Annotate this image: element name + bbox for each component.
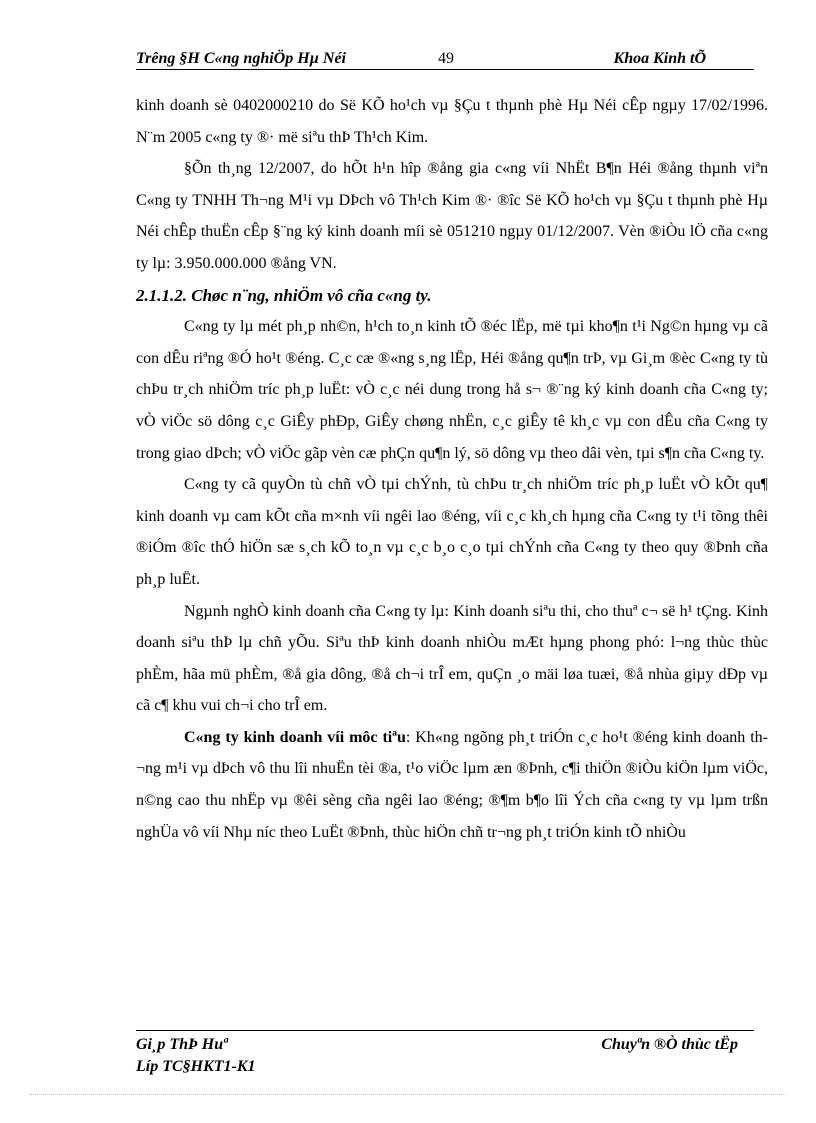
paragraph-6-text: : Kh«ng ngõng ph¸t triÓn c¸c ho¹t ®éng kinh doanh th¬ng m¹i vµ dÞch vô thu lîi nhuËn tèi ®a, t¹o viÖc lµm æn ®Þnh, c¶i thiÖn ®iÒu kiÖn lµm viÖc, n©ng cao thu nhËp vµ ®êi sèng cña ngêi lao ®éng; ®¶m b¶o lîi Ých cña c«ng ty vµ lµm trßn nghÜa vô víi Nhµ níc theo LuËt ®Þnh, thùc hiÖn chñ tr¬ng ph¸t triÓn kinh tÕ nhiÒu bbox=[136, 728, 768, 841]
header-university: Trêng §H C«ng nghiÖp Hµ Néi bbox=[136, 50, 346, 67]
paragraph-6-lead: C«ng ty kinh doanh víi môc tiªu bbox=[184, 728, 406, 746]
header-page-number: 49 bbox=[438, 50, 454, 67]
paragraph-4: C«ng ty cã quyÒn tù chñ vÒ tµi chÝnh, tù chÞu tr¸ch nhiÖm tríc ph¸p luËt vÒ kÕt qu¶ kinh doanh vµ cam kÕt cña m×nh víi ngêi lao ®éng, víi c¸c kh¸ch hµng cña C«ng ty t¹i tõng thêi ®iÓm ®îc thÓ hiÖn sæ s¸ch kÕ to¸n vµ c¸c b¸o c¸o tµi chÝnh cña C«ng ty theo quy ®Þnh cña ph¸p luËt. bbox=[136, 476, 768, 588]
footer-class: Líp TC§HKT1-K1 bbox=[136, 1058, 256, 1075]
paragraph-6 bbox=[136, 722, 768, 848]
paragraph-1: kinh doanh sè 0402000210 do Së KÕ ho¹ch vµ §Çu t thµnh phè Hµ Néi cÊp ngµy 17/02/1996. N¨m 2005 c«ng ty ®· më siªu thÞ Th¹ch Kim. bbox=[136, 97, 768, 146]
header-faculty: Khoa Kinh tÕ bbox=[613, 50, 706, 67]
footer-rule bbox=[136, 1030, 754, 1031]
page-header bbox=[136, 50, 754, 70]
paragraph-3: C«ng ty lµ mét ph¸p nh©n, h¹ch to¸n kinh tÕ ®éc lËp, më tµi kho¶n t¹i Ng©n hµng vµ cã con dÊu riªng ®Ó ho¹t ®éng. C¸c cæ ®«ng s¸ng lËp, Héi ®ång qu¶n trÞ, vµ Gi¸m ®èc C«ng ty tù chÞu tr¸ch nhiÖm tríc ph¸p luËt: vÒ c¸c néi dung trong hå s¬ ®¨ng ký kinh doanh cña C«ng ty; vÒ viÖc sö dông c¸c GiÊy phÐp, GiÊy chøng nhËn, c¸c giÊy tê kh¸c vµ con dÊu cña C«ng ty trong giao dÞch; vÒ viÖc gãp vèn cæ phÇn qu¶n lý, sö dông vµ theo dâi vèn, tµi s¶n cña C«ng ty. bbox=[136, 318, 768, 462]
footer-title: Chuyªn ®Ò thùc tËp bbox=[601, 1036, 738, 1053]
page-body bbox=[136, 90, 768, 848]
paragraph-2: §Õn th¸ng 12/2007, do hÕt h¹n hîp ®ång gia c«ng víi NhËt B¶n Héi ®ång thµnh viªn C«ng ty TNHH Th¬ng M¹i vµ DÞch vô Th¹ch Kim ®· ®îc Së KÕ ho¹ch vµ §Çu t thµnh phè Hµ Néi chÊp thuËn cÊp §¨ng ký kinh doanh míi sè 051210 ngµy 01/12/2007. Vèn ®iÒu lÖ cña c«ng ty lµ: 3.950.000.000 ®ång VN. bbox=[136, 160, 768, 272]
section-heading: 2.1.1.2. Chøc n¨ng, nhiÖm vô cña c«ng ty. bbox=[136, 285, 432, 305]
header-rule bbox=[136, 69, 754, 70]
paragraph-5: Ngµnh nghÒ kinh doanh cña C«ng ty lµ: Kinh doanh siªu thi, cho thuª c¬ së h¹ tÇng. Kinh doanh siªu thÞ lµ chñ yÕu. Siªu thÞ kinh doanh nhiÒu mÆt hµng phong phó: l¬ng thùc thùc phÈm, hãa mü phÈm, ®å gia dông, ®å ch¬i trÎ em, quÇn ¸o mäi løa tuæi, ®å nhùa giµy dÐp vµ cã c¶ khu vui ch¬i cho trÎ em. bbox=[136, 602, 768, 715]
footer-author: Gi¸p ThÞ Huª bbox=[136, 1036, 228, 1053]
page-break-line bbox=[30, 1094, 786, 1095]
